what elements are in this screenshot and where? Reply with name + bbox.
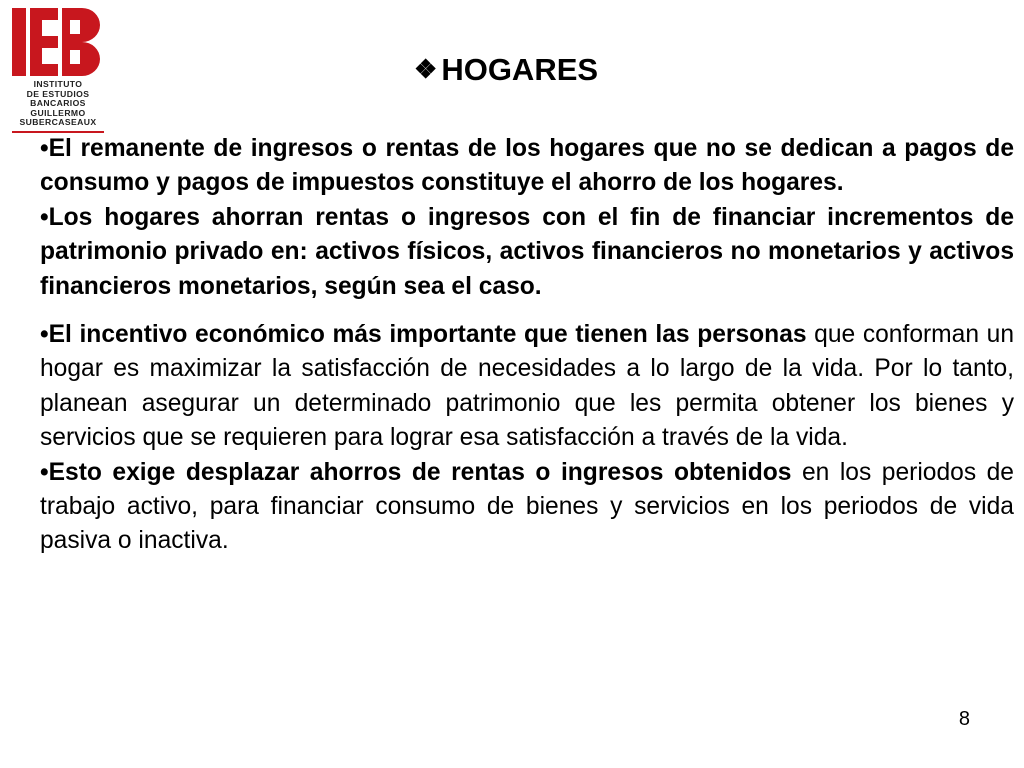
logo-line: BANCARIOS — [30, 98, 86, 109]
slide-title-text: HOGARES — [441, 52, 599, 87]
paragraph-bold-text: •El incentivo económico más importante que tienen las personas — [40, 321, 807, 349]
bullet-paragraph — [40, 132, 1014, 201]
logo-line: GUILLERMO — [30, 107, 86, 118]
paragraph-bold-text: •Los hogares ahorran rentas o ingresos con el fin de financiar incrementos de patrimonio privado en: activos físicos, activos financieros no monetarios y activos financieros monetarios, según sea el caso. — [40, 203, 1014, 300]
logo-line: DE ESTUDIOS — [26, 88, 90, 99]
logo-line: INSTITUTO — [33, 79, 83, 89]
bullet-paragraph — [40, 456, 1014, 559]
paragraph-text: que conforman un hogar es maximizar la satisfacción de necesidades a lo largo de la vida. Por lo tanto, planean asegurar un determinado patrimonio que les permita obtener los bienes y servicios que se requieren para lograr esa satisfacción a través de la vida. — [40, 321, 1014, 452]
bullet-paragraph — [40, 318, 1014, 456]
page-number: 8 — [958, 708, 970, 730]
paragraph-bold-text: •El remanente de ingresos o rentas de los hogares que no se dedican a pagos de consumo y pagos de impuestos constituye el ahorro de los hogares. — [40, 135, 1014, 197]
slide-title — [414, 52, 598, 88]
bullet-paragraph — [40, 201, 1014, 304]
diamond-bullet-icon: ❖ — [414, 54, 438, 84]
paragraph-bold-text: •Esto exige desplazar ahorros de rentas o ingresos obtenidos — [40, 458, 792, 486]
paragraph-text: en los periodos de trabajo activo, para financiar consumo de bienes y servicios en los periodos de vida pasiva o inactiva. — [40, 458, 1014, 555]
slide-body — [40, 132, 1014, 559]
ieb-logo-mark — [12, 8, 100, 76]
logo-line: SUBERCASEAUX — [19, 117, 97, 128]
logo-text — [12, 80, 104, 128]
institute-logo — [12, 8, 104, 136]
